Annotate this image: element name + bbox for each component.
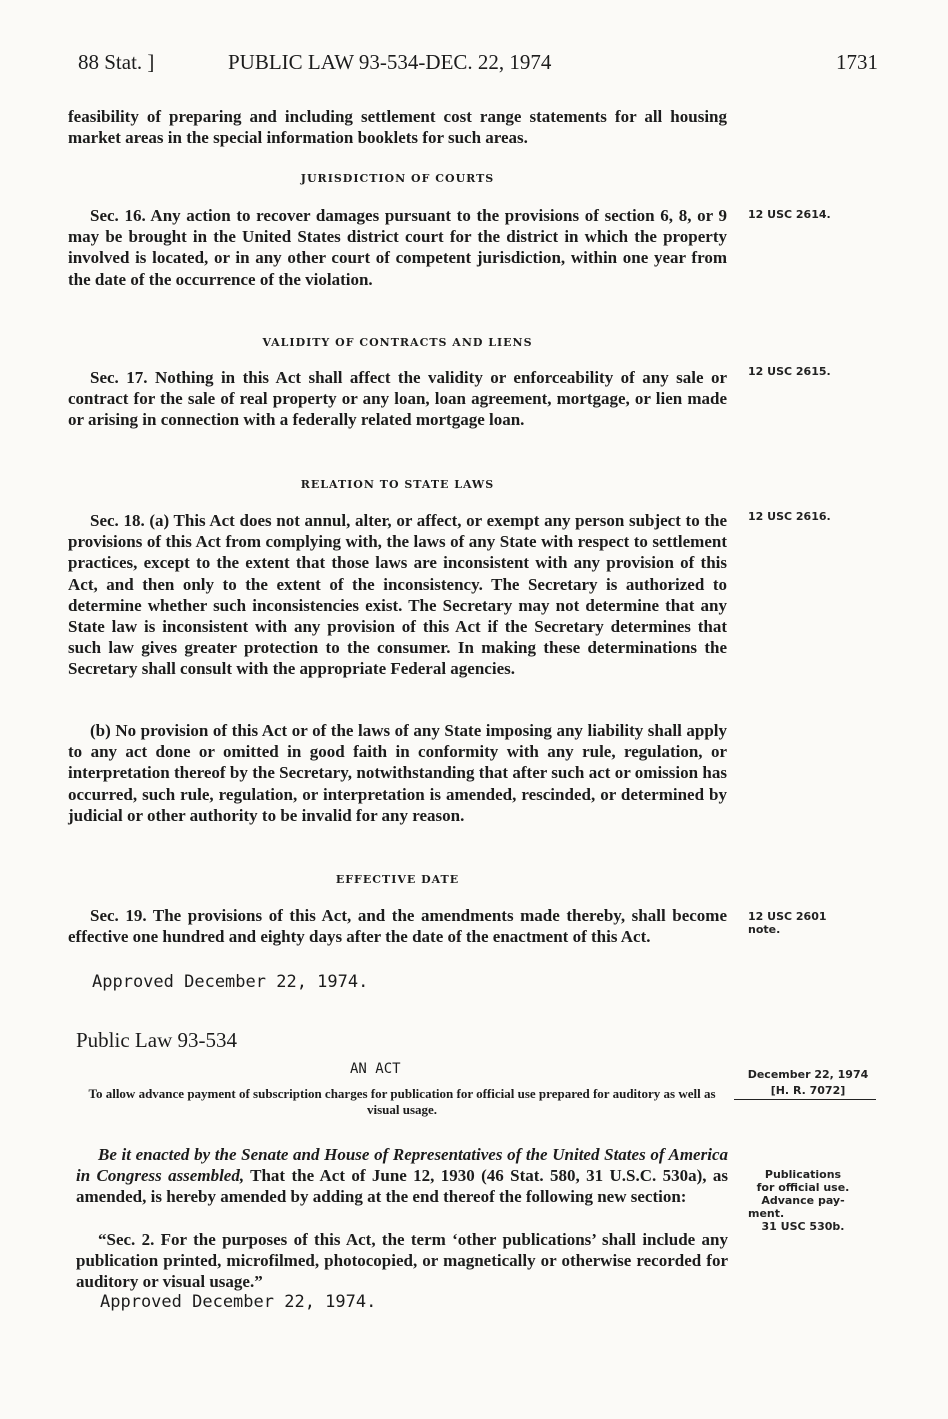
margin-note-2616: 12 USC 2616. — [748, 510, 831, 523]
running-header — [78, 50, 878, 78]
bill-number: [H. R. 7072] — [770, 1084, 846, 1097]
effective-heading: EFFECTIVE DATE — [335, 873, 460, 886]
enacting-paragraph — [76, 1144, 728, 1208]
enacting-text: That the Act of June 12, 1930 (46 Stat. 580, 31 U.S.C. 530a), as amended, is hereby amended by adding at the end thereof the following new section: — [76, 1166, 728, 1207]
publications-note-line4: ment. — [748, 1207, 785, 1220]
enactment-date: December 22, 1974 — [747, 1068, 869, 1081]
act-label: AN ACT — [350, 1061, 401, 1077]
section-18b: (b) No provision of this Act or of the laws of any State imposing any liability shall apply to any act done or omitted in good faith in conformity with any rule, regulation, or interpretation thereof by the Secretary, notwithstanding that after such act or omission has occurred, such rule, regulation, or interpretation is amended, rescinded, or determined by judicial or other authority to be invalid for any reason. — [68, 721, 727, 825]
margin-note-2614: 12 USC 2614. — [748, 208, 831, 221]
margin-rule — [734, 1099, 876, 1100]
section-18a — [68, 510, 727, 680]
publications-note — [738, 1168, 868, 1233]
section-19 — [68, 905, 727, 947]
volume-reference: 88 Stat. ] — [78, 50, 155, 74]
margin-note-2601-line1: 12 USC 2601 — [748, 910, 827, 923]
section-16 — [68, 205, 727, 290]
approved-date-1: Approved December 22, 1974. — [92, 972, 369, 992]
publications-note-line3: Advance pay- — [761, 1194, 845, 1207]
section-19-text: The provisions of this Act, and the amendments made thereby, shall become effective one hundred and eighty days after the date of the enactment of this Act. — [68, 906, 727, 947]
section-17 — [68, 367, 727, 431]
public-law-title: Public Law 93-534 — [76, 1028, 237, 1052]
intro-paragraph: feasibility of preparing and including settlement cost range statements for all housing market areas in the special information booklets for such areas. — [68, 107, 727, 148]
enacting-clause: Be it enacted by the Senate and House of Representatives of the United States of America in Congress assembled, — [76, 1145, 728, 1186]
margin-note-2601 — [748, 910, 888, 936]
act-purpose: To allow advance payment of subscription charges for publication for official use prepared for auditory as well as visual usage. — [88, 1086, 716, 1117]
section-18a-text: (a) This Act does not annul, alter, or affect, or exempt any person subject to the provisions of this Act from complying with, the laws of any State with respect to settlement practices, except to the extent that those laws are inconsistent with any provision of this Act, and then only to the extent of the inconsistency. The Secretary is authorized to determine whether such inconsistencies exist. The Secretary may not determine that any State law is inconsistent with any provision of this Act if the Secretary determines that such law gives greater protection to the consumer. In making these determinations the Secretary shall consult with the appropriate Federal agencies. — [68, 511, 728, 679]
section-18-label: Sec. 18. — [90, 511, 145, 530]
page-number: 1731 — [836, 50, 878, 74]
section-17-label: Sec. 17. — [90, 368, 148, 387]
section-17-text: Nothing in this Act shall affect the validity or enforceability of any sale or contract for the sale of real property or any loan, loan agreement, mortgage, or lien made or arising in connection with a federally related mortgage loan. — [68, 368, 728, 430]
publications-note-line2: for official use. — [756, 1181, 850, 1194]
margin-note-2601-line2: note. — [748, 923, 781, 936]
validity-heading: VALIDITY OF CONTRACTS AND LIENS — [262, 336, 533, 349]
section-19-label: Sec. 19. — [90, 906, 147, 925]
publications-note-line1: Publications — [764, 1168, 842, 1181]
section-2-quote: “Sec. 2. For the purposes of this Act, the term ‘other publications’ shall include any publication printed, microfilmed, photocopied, or magnetically or otherwise recorded for auditory or visual usage.” — [76, 1230, 728, 1292]
approved-date-2: Approved December 22, 1974. — [100, 1292, 377, 1312]
publications-note-line5: 31 USC 530b. — [761, 1220, 845, 1233]
jurisdiction-heading: JURISDICTION OF COURTS — [300, 172, 495, 185]
section-16-text: Any action to recover damages pursuant to the provisions of section 6, 8, or 9 may be brought in the United States district court for the district in which the property involved is located, or in any other court of competent jurisdiction, within one year from the date of the occurrence of the violation. — [68, 206, 727, 289]
header-title: PUBLIC LAW 93-534-DEC. 22, 1974 — [228, 50, 552, 74]
margin-note-2615: 12 USC 2615. — [748, 365, 831, 378]
relation-heading: RELATION TO STATE LAWS — [300, 478, 495, 491]
section-16-label: Sec. 16. — [90, 206, 146, 225]
